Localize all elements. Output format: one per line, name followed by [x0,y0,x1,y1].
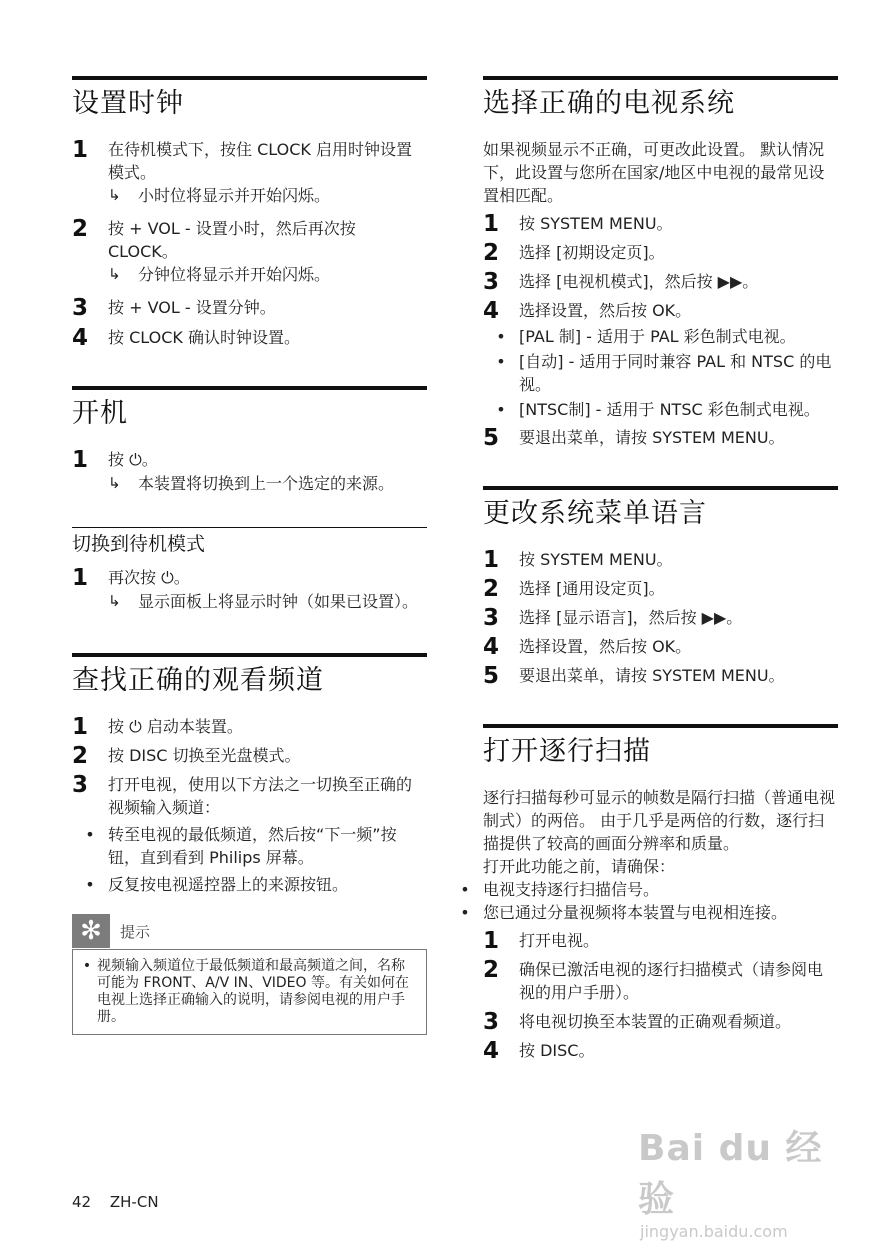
step-number: 4 [483,1038,500,1064]
step-number: 1 [72,565,89,591]
bullet-icon: • [85,825,95,844]
section-title: 设置时钟 [72,76,427,122]
result-arrow-icon: ↳ [108,592,121,610]
section-title: 开机 [72,386,427,432]
step-2 [72,217,427,263]
step-number: 1 [72,137,89,163]
step-5 [483,426,838,450]
step-number: 2 [483,957,500,983]
step-number: 2 [72,743,89,769]
step-number: 2 [72,216,89,242]
step-number: 3 [483,605,500,631]
step-text: 要退出菜单，请按 SYSTEM MENU。 [519,428,785,447]
step-1 [72,715,427,739]
section-progressive-scan [460,724,838,1064]
result-text: 分钟位将显示并开始闪烁。 [138,265,331,284]
step-text: 再次按 ⏻。 [108,568,190,587]
step-2 [72,744,427,768]
tip-header [72,914,427,948]
step-4 [72,326,427,350]
page-footer [72,1193,159,1211]
bullet-icon: • [496,352,506,371]
bullet-item [483,398,838,421]
step-text: 按 SYSTEM MENU。 [519,214,673,233]
step-text: 选择 [初期设定页]。 [519,243,665,262]
step-text: 按 SYSTEM MENU。 [519,550,673,569]
step-number: 3 [72,772,89,798]
step-text: 要退出菜单，请按 SYSTEM MENU。 [519,666,785,685]
section-power-on [72,386,427,495]
step-number: 1 [483,547,500,573]
result-text: 本装置将切换到上一个选定的来源。 [138,474,395,493]
left-column [72,76,427,1035]
step-text: 按 ⏻。 [108,450,158,469]
subsection-title: 切换到待机模式 [72,527,427,556]
step-3 [483,606,838,630]
step-1 [72,138,427,184]
result-arrow-icon: ↳ [108,186,121,204]
step-number: 3 [483,269,500,295]
step-3 [483,1010,838,1034]
bullet-item [447,878,838,901]
tip-label: 提示 [120,922,151,941]
bullet-item [72,823,427,869]
intro-paragraph-2: 打开此功能之前，请确保： [483,857,676,876]
language-code: ZH-CN [109,1193,159,1211]
bullet-text: [NTSC制] - 适用于 NTSC 彩色制式电视。 [519,400,820,419]
step-2 [483,241,838,265]
bullet-item [72,873,427,896]
bullet-text: [PAL 制] - 适用于 PAL 彩色制式电视。 [519,327,796,346]
step-number: 4 [72,325,89,351]
tip-box [72,914,427,1035]
step-text: 在待机模式下，按住 CLOCK 启用时钟设置模式。 [108,140,412,182]
watermark-logo: Bai du 经验 [638,1128,823,1220]
step-number: 2 [483,240,500,266]
step-number: 4 [483,298,500,324]
step-text: 打开电视。 [519,931,600,950]
intro-paragraph: 逐行扫描每秒可显示的帧数是隔行扫描（普通电视制式）的两倍。 由于几乎是两倍的行数，逐行扫描提供了较高的画面分辨率和质量。 [483,788,836,853]
step-text: 选择 [通用设定页]。 [519,579,665,598]
step-2 [483,958,838,1004]
step-3 [483,270,838,294]
bullet-item [483,350,838,396]
intro-paragraph: 如果视频显示不正确，可更改此设置。 默认情况下，此设置与您所在国家/地区中电视的最常见设置相匹配。 [483,140,825,205]
bullet-icon: • [496,327,506,346]
step-1 [483,212,838,236]
step-number: 3 [483,1009,500,1035]
section-title: 选择正确的电视系统 [483,76,838,122]
step-text: 按 DISC。 [519,1041,595,1060]
step-2 [483,577,838,601]
step-1 [72,448,427,472]
step-result [108,184,427,207]
step-4 [483,1039,838,1063]
step-1 [483,929,838,953]
step-number: 2 [483,576,500,602]
result-text: 小时位将显示并开始闪烁。 [138,186,331,205]
bullet-icon: • [85,875,95,894]
bullet-item [483,325,838,348]
step-text: 选择设置，然后按 OK。 [519,637,692,656]
step-4 [483,635,838,659]
section-title: 更改系统菜单语言 [483,486,838,532]
step-text: 按 + VOL - 设置小时，然后再次按 CLOCK。 [108,219,356,261]
step-number: 4 [483,634,500,660]
step-1 [72,566,427,590]
step-text: 按 DISC 切换至光盘模式。 [108,746,301,765]
step-number: 1 [72,714,89,740]
step-result [108,472,427,495]
bullet-item [447,901,838,924]
watermark-url: jingyan.baidu.com [640,1222,788,1241]
right-column [460,76,838,1064]
step-text: 确保已激活电视的逐行扫描模式（请参阅电视的用户手册）。 [519,960,824,1002]
step-number: 1 [72,447,89,473]
step-1 [483,548,838,572]
baidu-watermark [638,1120,838,1241]
bullet-text: 电视支持逐行扫描信号。 [483,880,660,899]
result-arrow-icon: ↳ [108,265,121,283]
step-number: 5 [483,425,500,451]
step-text: 打开电视，使用以下方法之一切换至正确的视频输入频道： [108,775,413,817]
step-result [108,590,427,613]
step-number: 1 [483,928,500,954]
bullet-icon: • [496,400,506,419]
tip-content [72,949,427,1035]
result-text: 显示面板上将显示时钟（如果已设置）。 [138,592,419,611]
step-3 [72,296,427,320]
section-set-clock [72,76,427,350]
bullet-text: 您已通过分量视频将本装置与电视相连接。 [483,903,788,922]
section-menu-language [483,486,838,688]
section-title: 查找正确的观看频道 [72,653,427,699]
step-text: 选择 [显示语言]，然后按 ▶▶。 [519,608,743,627]
step-result [108,263,427,286]
step-text: 按 ⏻ 启动本装置。 [108,717,243,736]
tip-asterisk-icon: ✻ [72,914,110,948]
page-number: 42 [72,1193,92,1211]
bullet-text: 反复按电视遥控器上的来源按钮。 [108,875,349,894]
bullet-text: 转至电视的最低频道，然后按“下一频”按钮，直到看到 Philips 屏幕。 [108,825,397,867]
step-text: 选择 [电视机模式]，然后按 ▶▶。 [519,272,759,291]
section-title: 打开逐行扫描 [483,724,838,770]
section-standby [72,527,427,613]
section-find-channel [72,653,427,1035]
result-arrow-icon: ↳ [108,474,121,492]
bullet-icon: • [82,958,92,974]
step-text: 按 + VOL - 设置分钟。 [108,298,276,317]
tip-text: 视频输入频道位于最低频道和最高频道之间，名称可能为 FRONT、A/V IN、VIDEO 等。有关如何在电视上选择正确输入的说明，请参阅电视的用户手册。 [97,958,409,1025]
step-text: 将电视切换至本装置的正确观看频道。 [519,1012,792,1031]
step-5 [483,664,838,688]
bullet-icon: • [460,903,470,922]
step-4 [483,299,838,323]
step-3 [72,773,427,819]
section-tv-system [483,76,838,450]
step-text: 选择设置，然后按 OK。 [519,301,692,320]
step-number: 5 [483,663,500,689]
bullet-icon: • [460,880,470,899]
step-number: 3 [72,295,89,321]
step-text: 按 CLOCK 确认时钟设置。 [108,328,300,347]
step-number: 1 [483,211,500,237]
bullet-text: [自动] - 适用于同时兼容 PAL 和 NTSC 的电视。 [519,352,832,394]
